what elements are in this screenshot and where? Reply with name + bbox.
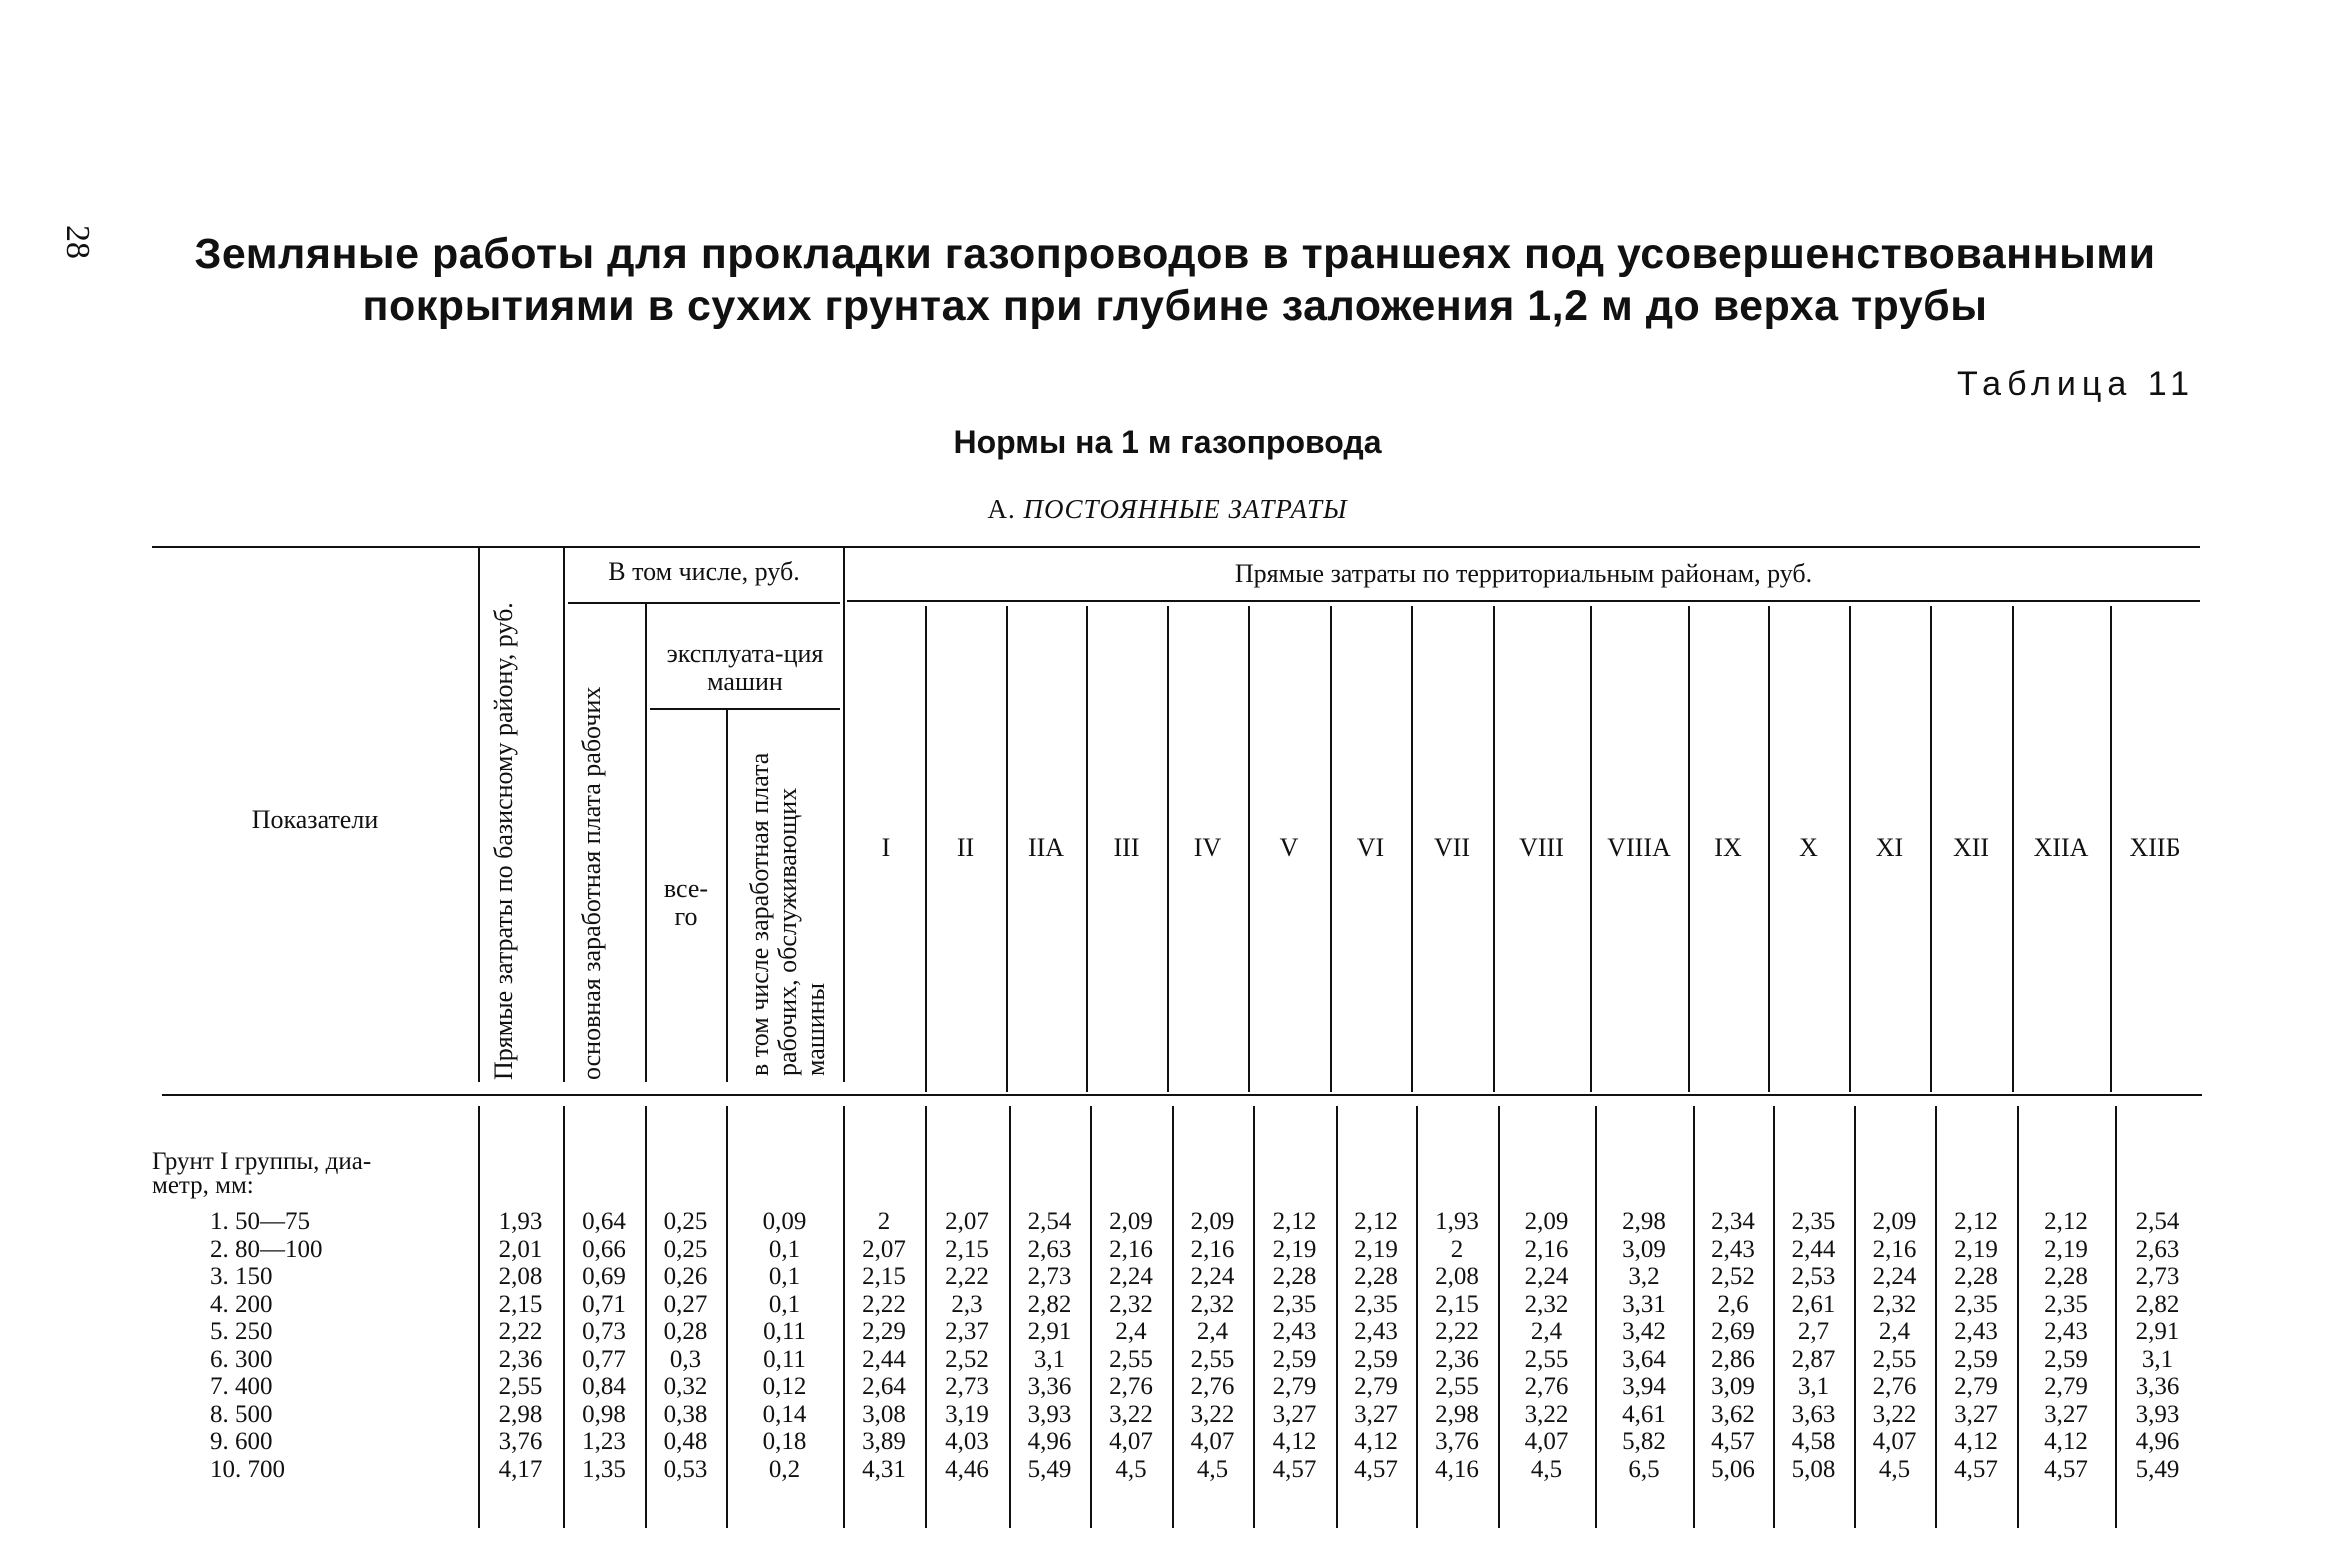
table-cell: 2,08 <box>498 1263 543 1290</box>
body-col-divider <box>645 1106 647 1528</box>
table-cell: 3,89 <box>862 1428 906 1455</box>
table-cell: 2,09 <box>1109 1208 1153 1235</box>
table-cell: 2,76 <box>1190 1373 1235 1400</box>
table-cell: 6,5 <box>1628 1455 1660 1483</box>
table-cell: 2,35 <box>1791 1208 1836 1235</box>
table-cell: 2,98 <box>1622 1208 1666 1235</box>
table-cell: 2,98 <box>498 1400 543 1428</box>
table-cell: 0,98 <box>582 1400 626 1428</box>
table-cell: 2,28 <box>1954 1263 1998 1290</box>
table-cell: 2,59 <box>1954 1345 1998 1373</box>
table-cell: 3,2 <box>1628 1263 1660 1290</box>
table-cell: 0,11 <box>763 1318 806 1345</box>
table-cell: 2 <box>877 1208 891 1235</box>
table-cell: 2,4 <box>1196 1318 1229 1345</box>
data-column <box>2021 1208 2111 1483</box>
table-cell: 4,57 <box>1711 1428 1755 1455</box>
col-divider <box>843 548 845 1082</box>
body-col-divider <box>925 1106 927 1528</box>
table-cell: 1,35 <box>582 1455 626 1483</box>
regional-rule <box>847 600 2200 602</box>
table-cell: 5,08 <box>1791 1455 1836 1483</box>
table-cell: 2,09 <box>1190 1208 1235 1235</box>
region-header: XIIA <box>2033 833 2089 862</box>
table-cell: 2,73 <box>2135 1263 2180 1290</box>
table-cell: 3,22 <box>1872 1400 1917 1428</box>
body-col-divider <box>478 1106 480 1528</box>
data-column <box>1094 1208 1168 1483</box>
table-cell: 2,6 <box>1717 1290 1749 1318</box>
table-cell: 3,27 <box>1954 1400 1998 1428</box>
table-cell: 2,29 <box>862 1318 906 1345</box>
table-cell: 3,36 <box>2135 1373 2180 1400</box>
table-cell: 5,06 <box>1711 1455 1755 1483</box>
table-cell: 3,64 <box>1622 1345 1666 1373</box>
body-col-divider <box>726 1106 728 1528</box>
table-cell: 0,12 <box>762 1373 807 1400</box>
table-cell: 2,19 <box>2044 1235 2088 1263</box>
table-cell: 2,36 <box>1435 1345 1479 1373</box>
table-cell: 0,09 <box>762 1208 807 1235</box>
table-cell: 5,49 <box>2135 1455 2180 1483</box>
region-header: VII <box>1433 833 1471 862</box>
data-column <box>1939 1208 2013 1483</box>
table-cell: 2,59 <box>1272 1345 1317 1373</box>
table-cell: 2,37 <box>945 1318 989 1345</box>
table-cell: 3,94 <box>1622 1373 1666 1400</box>
table-cell: 2,43 <box>1711 1235 1755 1263</box>
table-cell: 2,55 <box>1190 1345 1235 1373</box>
header-machine-wages-text: в том числе заработная плата рабочих, обслуживающих машины <box>745 752 830 1076</box>
table-cell: 0,64 <box>582 1208 626 1235</box>
table-cell: 2,01 <box>498 1235 543 1263</box>
table-cell: 4,12 <box>2044 1428 2088 1455</box>
body-col-divider <box>1773 1106 1775 1528</box>
table-cell: 4,07 <box>1872 1428 1917 1455</box>
region-header: IV <box>1193 833 1222 862</box>
table-cell: 2,15 <box>498 1290 543 1318</box>
table-cell: 0,73 <box>582 1318 626 1345</box>
table-cell: 2,12 <box>1272 1208 1317 1235</box>
region-header: V <box>1279 833 1299 862</box>
table-cell: 2,79 <box>1954 1373 1998 1400</box>
table-cell: 2,32 <box>1190 1290 1235 1318</box>
table-cell: 2,55 <box>1435 1373 1479 1400</box>
data-column <box>2119 1208 2196 1483</box>
group-label-line-1: Грунт I группы, диа- <box>152 1148 372 1175</box>
data-column <box>1013 1208 1086 1483</box>
table-cell: 2,28 <box>2044 1263 2088 1290</box>
table-cell: 3,42 <box>1622 1318 1666 1345</box>
table-cell: 3,19 <box>945 1400 989 1428</box>
table-cell: 4,17 <box>498 1455 543 1483</box>
table-cell: 2,35 <box>2044 1290 2088 1318</box>
table-cell: 3,31 <box>1622 1290 1666 1318</box>
table-cell: 4,58 <box>1791 1428 1836 1455</box>
table-cell: 0,14 <box>762 1400 807 1428</box>
table-cell: 2,09 <box>1872 1208 1917 1235</box>
table-cell: 2,73 <box>1027 1263 1072 1290</box>
table-cell: 0,69 <box>582 1263 626 1290</box>
table-cell: 2,64 <box>862 1373 906 1400</box>
table-cell: 2,87 <box>1791 1345 1836 1373</box>
table-cell: 2,35 <box>1272 1290 1317 1318</box>
table-cell: 3,36 <box>1027 1373 1072 1400</box>
table-cell: 2,08 <box>1435 1263 1479 1290</box>
table-cell: 3,08 <box>862 1400 906 1428</box>
table-cell: 2,19 <box>1272 1235 1317 1263</box>
table-cell: 0,1 <box>768 1263 801 1290</box>
table-cell: 0,25 <box>663 1208 708 1235</box>
table-cell: 0,48 <box>663 1428 708 1455</box>
table-label: Таблица 11 <box>1956 365 2195 403</box>
table-cell: 2,12 <box>1354 1208 1398 1235</box>
table-cell: 2 <box>1450 1235 1464 1263</box>
table-cell: 0,26 <box>663 1263 708 1290</box>
body-col-divider <box>1935 1106 1937 1528</box>
table-cell: 2,4 <box>1530 1318 1563 1345</box>
data-column <box>649 1208 722 1483</box>
table-cell: 3,22 <box>1524 1400 1569 1428</box>
data-column <box>1176 1208 1249 1483</box>
table-cell: 0,2 <box>768 1455 801 1483</box>
header-total: все-го <box>663 874 709 931</box>
table-cell: 2,16 <box>1190 1235 1235 1263</box>
table-cell: 3,22 <box>1109 1400 1153 1428</box>
col-divider <box>645 604 647 1082</box>
table-cell: 4,12 <box>1354 1428 1398 1455</box>
row-label: 8. 500 <box>210 1400 273 1428</box>
body-col-divider <box>563 1106 565 1528</box>
table-cell: 2,24 <box>1190 1263 1235 1290</box>
table-cell: 0,32 <box>663 1373 708 1400</box>
row-label: 1. 50—75 <box>210 1208 310 1235</box>
data-column <box>1257 1208 1332 1483</box>
header-machine-wages <box>746 706 830 1076</box>
table-cell: 2,52 <box>945 1345 989 1373</box>
row-label: 6. 300 <box>210 1345 273 1373</box>
table-cell: 3,27 <box>1272 1400 1317 1428</box>
row-label: 4. 200 <box>210 1290 273 1318</box>
table-cell: 0,71 <box>582 1290 626 1318</box>
data-column <box>567 1208 641 1483</box>
table-cell: 2,73 <box>945 1373 989 1400</box>
body-col-divider <box>2115 1106 2117 1528</box>
body-col-divider <box>2017 1106 2019 1528</box>
region-header: VIIIA <box>1607 833 1671 862</box>
table-cell: 4,03 <box>945 1428 989 1455</box>
table-cell: 2,24 <box>1109 1263 1153 1290</box>
table-cell: 2,91 <box>1027 1318 1072 1345</box>
table-cell: 3,09 <box>1711 1373 1755 1400</box>
body-col-divider <box>1498 1106 1500 1528</box>
table-cell: 2,19 <box>1954 1235 1998 1263</box>
table-cell: 2,76 <box>1872 1373 1917 1400</box>
table-cell: 2,82 <box>1027 1290 1072 1318</box>
table-cell: 2,76 <box>1109 1373 1153 1400</box>
table-cell: 2,15 <box>862 1263 906 1290</box>
section-title <box>0 494 2335 525</box>
data-column <box>929 1208 1005 1483</box>
table-cell: 0,1 <box>768 1290 801 1318</box>
table-cell: 0,38 <box>663 1400 708 1428</box>
table-cell: 4,07 <box>1190 1428 1235 1455</box>
table-cell: 2,07 <box>862 1235 906 1263</box>
table-top-rule <box>152 546 2200 548</box>
table-cell: 4,96 <box>2135 1428 2180 1455</box>
table-cell: 2,43 <box>1272 1318 1317 1345</box>
region-header: II <box>956 833 975 862</box>
col-divider <box>726 710 728 1082</box>
table-cell: 3,62 <box>1711 1400 1755 1428</box>
data-column <box>482 1208 559 1483</box>
table-cell: 0,53 <box>663 1455 708 1483</box>
data-column <box>1502 1208 1591 1483</box>
data-column <box>847 1208 921 1483</box>
body-col-divider <box>1693 1106 1695 1528</box>
table-cell: 2,12 <box>2044 1208 2088 1235</box>
table-cell: 4,46 <box>945 1455 989 1483</box>
table-cell: 2,43 <box>1954 1318 1998 1345</box>
table-cell: 4,57 <box>2044 1455 2088 1483</box>
table-cell: 4,12 <box>1954 1428 1998 1455</box>
table-cell: 4,12 <box>1272 1428 1317 1455</box>
table-cell: 2,79 <box>2044 1373 2088 1400</box>
table-cell: 2,32 <box>1109 1290 1153 1318</box>
table-cell: 2,35 <box>1354 1290 1398 1318</box>
table-cell: 2,32 <box>1872 1290 1917 1318</box>
table-cell: 2,22 <box>498 1318 543 1345</box>
table-cell: 2,98 <box>1435 1400 1479 1428</box>
table-cell: 2,35 <box>1954 1290 1998 1318</box>
header-direct-base-text: Прямые затраты по базисному району, руб. <box>489 602 518 1080</box>
table-cell: 2,59 <box>2044 1345 2088 1373</box>
region-header: I <box>881 833 891 862</box>
table-cell: 2,82 <box>2135 1290 2180 1318</box>
page-number: 28 <box>59 225 96 259</box>
table-cell: 2,63 <box>2135 1235 2180 1263</box>
row-label: 7. 400 <box>210 1373 273 1400</box>
header-wages-text: основная заработная плата рабочих <box>577 686 606 1080</box>
table-cell: 2,16 <box>1109 1235 1153 1263</box>
table-cell: 3,22 <box>1190 1400 1235 1428</box>
table-cell: 2,53 <box>1791 1263 1836 1290</box>
region-header: XII <box>1952 833 1990 862</box>
table-cell: 3,93 <box>1027 1400 1072 1428</box>
region-header: VIII <box>1519 833 1564 862</box>
table-cell: 4,07 <box>1524 1428 1569 1455</box>
table-cell: 3,27 <box>1354 1400 1398 1428</box>
table-cell: 2,91 <box>2135 1318 2180 1345</box>
table-cell: 0,18 <box>762 1428 807 1455</box>
group-label-line-2: метр, мм: <box>152 1172 254 1199</box>
table-cell: 2,16 <box>1524 1235 1569 1263</box>
row-label: 5. 250 <box>210 1318 273 1345</box>
region-header: XI <box>1875 833 1904 862</box>
row-label: 2. 80—100 <box>210 1235 323 1263</box>
region-header: III <box>1113 833 1140 862</box>
data-column <box>730 1208 839 1483</box>
table-cell: 1,93 <box>1435 1208 1479 1235</box>
table-cell: 2,07 <box>945 1208 989 1235</box>
table-cell: 2,24 <box>1524 1263 1569 1290</box>
table-subtitle: Нормы на 1 м газопровода <box>953 424 1382 460</box>
table-cell: 2,12 <box>1954 1208 1998 1235</box>
data-column <box>1599 1208 1689 1483</box>
table-cell: 3,76 <box>498 1428 543 1455</box>
title-line-1: Земляные работы для прокладки газопроводов в траншеях под усовершенствованными <box>194 230 2156 278</box>
header-indicators: Показатели <box>251 805 379 834</box>
table-cell: 1,93 <box>498 1208 543 1235</box>
table-cell: 3,09 <box>1622 1235 1666 1263</box>
header-wages <box>578 610 606 1080</box>
table-cell: 2,44 <box>862 1345 906 1373</box>
body-col-divider <box>1172 1106 1174 1528</box>
table-cell: 3,1 <box>2141 1345 2174 1373</box>
region-header: IIA <box>1027 833 1065 862</box>
table-cell: 2,44 <box>1791 1235 1836 1263</box>
table-cell: 3,1 <box>1033 1345 1066 1373</box>
table-cell: 2,79 <box>1272 1373 1317 1400</box>
title-line-2: покрытиями в сухих грунтах при глубине заложения 1,2 м до верха трубы <box>362 282 1988 330</box>
table-cell: 2,4 <box>1878 1318 1911 1345</box>
table-cell: 0,84 <box>582 1373 626 1400</box>
table-cell: 2,61 <box>1791 1290 1836 1318</box>
header-direct-base <box>490 560 518 1080</box>
table-cell: 2,24 <box>1872 1263 1917 1290</box>
table-cell: 4,57 <box>1354 1455 1398 1483</box>
row-label: 10. 700 <box>210 1455 285 1483</box>
row-label: 9. 600 <box>210 1428 273 1455</box>
data-column <box>1777 1208 1850 1483</box>
table-cell: 2,55 <box>1524 1345 1569 1373</box>
section-name: ПОСТОЯННЫЕ ЗАТРАТЫ <box>1023 494 1348 524</box>
table-cell: 2,52 <box>1711 1263 1755 1290</box>
data-column <box>1697 1208 1769 1483</box>
row-label: 3. 150 <box>210 1263 273 1290</box>
table-cell: 4,5 <box>1878 1455 1911 1483</box>
table-cell: 2,59 <box>1354 1345 1398 1373</box>
table-cell: 2,63 <box>1027 1235 1072 1263</box>
table-cell: 2,15 <box>1435 1290 1479 1318</box>
table-cell: 2,79 <box>1354 1373 1398 1400</box>
table-cell: 0,25 <box>663 1235 708 1263</box>
header-machines: эксплуата-ция машин <box>666 639 824 696</box>
table-cell: 0,27 <box>663 1290 708 1318</box>
page-title <box>150 228 2200 332</box>
table-cell: 5,49 <box>1027 1455 1072 1483</box>
table-cell: 2,22 <box>945 1263 989 1290</box>
region-header: XIIБ <box>2129 833 2181 862</box>
table-cell: 2,86 <box>1711 1345 1755 1373</box>
table-cell: 3,93 <box>2135 1400 2180 1428</box>
body-col-divider <box>1009 1106 1011 1528</box>
header-regional: Прямые затраты по территориальным районам, руб. <box>1234 559 1813 588</box>
table-cell: 1,23 <box>582 1428 626 1455</box>
in-total-rule <box>568 602 840 604</box>
table-cell: 4,96 <box>1027 1428 1072 1455</box>
header-in-total: В том числе, руб. <box>608 557 800 586</box>
data-column <box>1340 1208 1412 1483</box>
table-cell: 0,1 <box>768 1235 801 1263</box>
table-cell: 4,5 <box>1115 1455 1147 1483</box>
table-cell: 2,69 <box>1711 1318 1755 1345</box>
table-cell: 2,54 <box>1027 1208 1072 1235</box>
table-cell: 2,43 <box>1354 1318 1398 1345</box>
table-cell: 3,1 <box>1797 1373 1830 1400</box>
table-cell: 4,16 <box>1435 1455 1479 1483</box>
table-cell: 2,28 <box>1354 1263 1398 1290</box>
body-col-divider <box>1854 1106 1856 1528</box>
table-cell: 2,32 <box>1524 1290 1569 1318</box>
body-col-divider <box>1416 1106 1418 1528</box>
body-col-divider <box>1090 1106 1092 1528</box>
table-cell: 2,22 <box>862 1290 906 1318</box>
table-cell: 0,3 <box>669 1345 702 1373</box>
table-cell: 4,5 <box>1530 1455 1563 1483</box>
table-cell: 2,76 <box>1524 1373 1569 1400</box>
table-cell: 3,76 <box>1435 1428 1479 1455</box>
table-cell: 3,27 <box>2044 1400 2088 1428</box>
table-cell: 2,09 <box>1524 1208 1569 1235</box>
table-cell: 2,28 <box>1272 1263 1317 1290</box>
table-cell: 2,55 <box>1109 1345 1153 1373</box>
table-cell: 2,22 <box>1435 1318 1479 1345</box>
table-cell: 2,43 <box>2044 1318 2088 1345</box>
body-col-divider <box>1336 1106 1338 1528</box>
table-cell: 4,5 <box>1196 1455 1229 1483</box>
data-column <box>1858 1208 1931 1483</box>
table-cell: 5,82 <box>1622 1428 1666 1455</box>
table-cell: 4,57 <box>1954 1455 1998 1483</box>
header-bottom-rule <box>162 1094 2202 1096</box>
table-cell: 0,77 <box>582 1345 626 1373</box>
table-cell: 0,66 <box>582 1235 626 1263</box>
table-cell: 4,31 <box>862 1455 906 1483</box>
data-column <box>1420 1208 1494 1483</box>
body-col-divider <box>1595 1106 1597 1528</box>
region-header: IX <box>1714 833 1742 862</box>
table-cell: 2,3 <box>951 1290 983 1318</box>
table-cell: 3,63 <box>1791 1400 1836 1428</box>
table-cell: 2,54 <box>2135 1208 2180 1235</box>
table-cell: 2,55 <box>1872 1345 1917 1373</box>
section-prefix: А. <box>987 494 1016 524</box>
table-cell: 2,19 <box>1354 1235 1398 1263</box>
table-cell: 0,28 <box>663 1318 708 1345</box>
table-cell: 2,15 <box>945 1235 989 1263</box>
table-cell: 2,7 <box>1797 1318 1830 1345</box>
table-cell: 4,57 <box>1272 1455 1317 1483</box>
region-header: VI <box>1356 833 1385 862</box>
body-col-divider <box>1253 1106 1255 1528</box>
table-cell: 0,11 <box>763 1345 806 1373</box>
table-cell: 2,34 <box>1711 1208 1755 1235</box>
table-cell: 4,07 <box>1109 1428 1153 1455</box>
table-cell: 2,36 <box>498 1345 543 1373</box>
table-cell: 4,61 <box>1622 1400 1666 1428</box>
col-divider <box>478 548 480 1082</box>
region-header: X <box>1799 833 1818 862</box>
body-col-divider <box>843 1106 845 1528</box>
table-cell: 2,55 <box>498 1373 543 1400</box>
table-cell: 2,16 <box>1872 1235 1917 1263</box>
table-cell: 2,4 <box>1115 1318 1147 1345</box>
col-divider <box>563 548 565 1082</box>
